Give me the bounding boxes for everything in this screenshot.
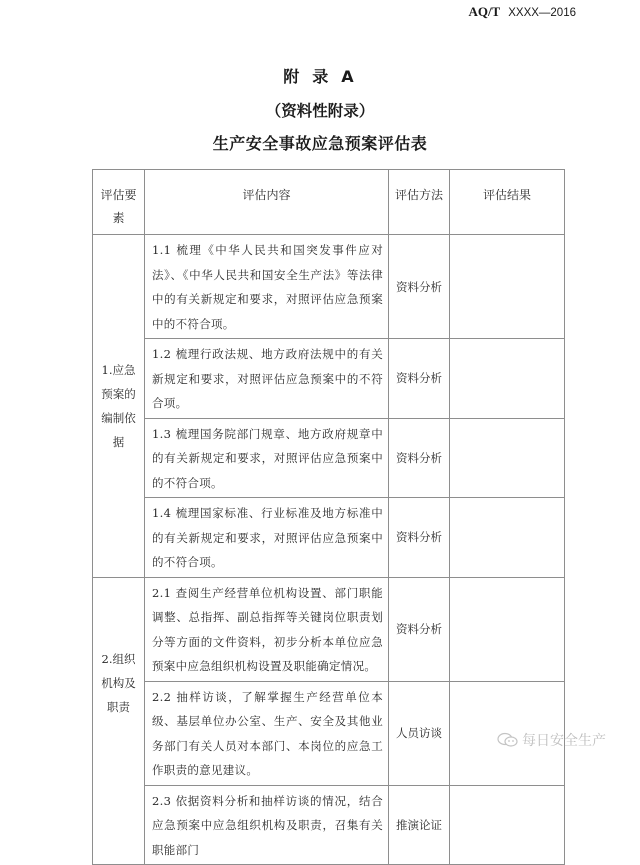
evaluation-method: 资料分析: [389, 498, 450, 578]
column-header-result: 评估结果: [450, 170, 565, 235]
evaluation-content: 1.4 梳理国家标准、行业标准及地方标准中的有关新规定和要求，对照评估应急预案中的不符合项。: [145, 498, 389, 578]
evaluation-method: 资料分析: [389, 577, 450, 681]
standard-code: XXXX—2016: [508, 7, 576, 19]
evaluation-content: 1.2 梳理行政法规、地方政府法规中的有关新规定和要求，对照评估应急预案中的不符合项。: [145, 339, 389, 419]
evaluation-result-cell[interactable]: [450, 498, 565, 578]
evaluation-result-cell[interactable]: [450, 339, 565, 419]
evaluation-content: 1.3 梳理国务院部门规章、地方政府规章中的有关新规定和要求，对照评估应急预案中的不符合项。: [145, 418, 389, 498]
table-row: [93, 418, 565, 498]
watermark: [497, 730, 606, 750]
watermark-text: 每日安全生产: [522, 733, 606, 749]
evaluation-element-2: 2.组织机构及职责: [93, 577, 145, 865]
table-row: [93, 339, 565, 419]
evaluation-content: 2.1 查阅生产经营单位机构设置、部门职能调整、总指挥、副总指挥等关键岗位职责划分等方面的文件资料，初步分析本单位应急预案中应急组织机构设置及职能确定情况。: [145, 577, 389, 681]
evaluation-result-cell[interactable]: [450, 785, 565, 865]
standard-prefix: AQ/T: [468, 4, 501, 19]
evaluation-content: 2.3 依据资料分析和抽样访谈的情况，结合应急预案中应急组织机构及职责，召集有关职能部门: [145, 785, 389, 865]
evaluation-method: 人员访谈: [389, 681, 450, 785]
evaluation-result-cell[interactable]: [450, 577, 565, 681]
table-row: [93, 785, 565, 865]
appendix-type: （资料性附录）: [265, 102, 375, 120]
evaluation-content: 1.1 梳理《中华人民共和国突发事件应对法》、《中华人民共和国安全生产法》等法律中的有关新规定和要求，对照评估应急预案中的不符合项。: [145, 235, 389, 339]
evaluation-result-cell[interactable]: [450, 235, 565, 339]
table-row: [93, 681, 565, 785]
appendix-heading: 附录A: [283, 67, 367, 86]
standard-number: [468, 4, 576, 20]
table-title: 生产安全事故应急预案评估表: [212, 134, 428, 153]
evaluation-table-container: [92, 169, 564, 857]
column-header-content: 评估内容: [145, 170, 389, 235]
wechat-icon: [497, 732, 519, 748]
evaluation-table: [92, 169, 565, 865]
table-header-row: [93, 170, 565, 235]
column-header-method: 评估方法: [389, 170, 450, 235]
table-row: [93, 577, 565, 681]
table-row: [93, 235, 565, 339]
evaluation-method: 推演论证: [389, 785, 450, 865]
table-row: [93, 498, 565, 578]
evaluation-method: 资料分析: [389, 339, 450, 419]
evaluation-method: 资料分析: [389, 235, 450, 339]
evaluation-result-cell[interactable]: [450, 418, 565, 498]
evaluation-content: 2.2 抽样访谈，了解掌握生产经营单位本级、基层单位办公室、生产、安全及其他业务部门有关人员对本部门、本岗位的应急工作职责的意见建议。: [145, 681, 389, 785]
evaluation-method: 资料分析: [389, 418, 450, 498]
column-header-element: 评估要素: [93, 170, 145, 235]
evaluation-element-1: 1.应急预案的编制依据: [93, 235, 145, 578]
